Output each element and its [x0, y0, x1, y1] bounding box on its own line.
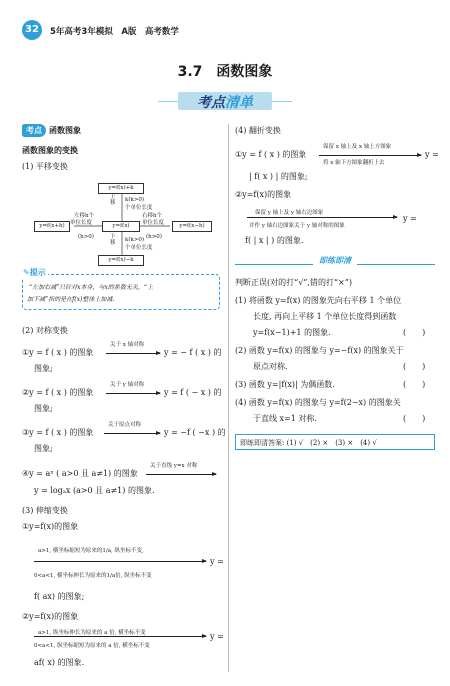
- flip2-condition-below: 并作 y 轴右边图象关于 y 轴对称的图象: [249, 223, 345, 229]
- topic-title: 函数图象: [49, 126, 81, 135]
- sym1-arrow: [106, 353, 160, 354]
- topic-heading: [22, 124, 81, 137]
- answer-key-box: 即练即清答案: (1) √ (2) × (3) × (4) √: [235, 434, 435, 450]
- right-move-label: 右移h个: [142, 213, 163, 219]
- banner-text: 考点清单: [197, 95, 253, 111]
- sym3-end: 图象;: [34, 444, 53, 453]
- question-2-line-1: (2) 函数 y=f(x) 的图象与 y=−f(x) 的图象关于: [235, 346, 404, 355]
- sym2-start: ②y = f ( x ) 的图象: [22, 388, 94, 397]
- hint-text-1: “左加右减”只针对x本身，与x的系数无关，“上: [29, 284, 153, 291]
- stretch1-condition-below: 0<a<1, 横坐标伸长为原来的1/a倍, 纵坐标不变: [34, 573, 152, 579]
- question-2-line-2: 原点对称.: [253, 362, 288, 371]
- question-1-line-2: 长度, 再向上平移 1 个单位长度得到函数: [253, 312, 397, 321]
- left-move-label: 左移h个: [74, 213, 95, 219]
- up-move-label: 上移: [110, 194, 116, 206]
- sym1-start: ①y = f ( x ) 的图象: [22, 348, 94, 357]
- column-divider: [228, 124, 229, 672]
- sym4-start: ④y = aˣ ( a>0 且 a≠1) 的图象: [22, 469, 138, 478]
- banner-kaodian-qingdan: [178, 88, 272, 112]
- right-cond-label: (h>0): [146, 234, 162, 240]
- transform-heading: 函数图象的变换: [22, 146, 78, 155]
- flip1-condition-below: 将 x 轴下方图象翻折上去: [323, 160, 385, 166]
- question-1-line-3: y=f(x−1)+1 的图象.: [253, 328, 331, 337]
- flip2-result: f( | x | ) 的图象.: [245, 236, 304, 245]
- stretch-heading: (3) 伸缩变换: [22, 506, 68, 515]
- up-unit-label: 个单位长度: [125, 205, 153, 211]
- judge-heading: 判断正误(对的打“√”,错的打“×”): [235, 278, 352, 287]
- stretch2-arrow: [34, 636, 206, 637]
- question-3-answer-blank[interactable]: ( ): [403, 380, 426, 389]
- sym2-arrow: [106, 393, 160, 394]
- box-top: y=f(x)+k: [98, 183, 144, 194]
- flip2-condition-above: 保留 y 轴上及 y 轴右边图象: [255, 210, 324, 216]
- up-cond-label: k(k>0): [125, 197, 145, 203]
- section-title: [0, 61, 450, 81]
- flip1-start: ①y = f ( x ) 的图象: [235, 150, 307, 159]
- question-3-line-1: (3) 函数 y=|f(x)| 为偶函数.: [235, 380, 335, 389]
- sym3-start: ③y = f ( x ) 的图象: [22, 428, 94, 437]
- section-name: 函数图象: [216, 64, 273, 80]
- sym1-condition: 关于 x 轴对称: [110, 342, 145, 348]
- question-4-line-1: (4) 函数 y=f(x) 的图象与 y=f(2−x) 的图象关: [235, 398, 401, 407]
- flip2-y: y =: [403, 214, 417, 223]
- flip1-y: y =: [425, 150, 439, 159]
- flip1-arrow: [319, 155, 421, 156]
- flip2-arrow: [247, 217, 397, 218]
- practice-label: 即练即清: [235, 255, 435, 266]
- question-4-line-2: 于直线 x=1 对称.: [253, 414, 317, 423]
- sym3-result: y = −f ( −x ) 的: [164, 428, 226, 437]
- topic-pill: 考点: [22, 124, 46, 137]
- sym3-arrow: [104, 433, 160, 434]
- box-bottom: y=f(x)−k: [98, 255, 144, 266]
- flip1-result: | f( x ) | 的图象;: [249, 172, 308, 181]
- down-move-label: 下移: [110, 234, 116, 246]
- left-cond-label: (h>0): [78, 234, 94, 240]
- stretch1-start: ①y=f(x)的图象: [22, 522, 79, 531]
- stretch1-result: f( ax) 的图象;: [34, 592, 85, 601]
- down-cond-label: k(k>0): [125, 237, 145, 243]
- sym2-result: y = f ( − x ) 的: [164, 388, 222, 397]
- stretch1-condition-above: a>1, 横坐标缩短为原来的1/a, 纵坐标不变,: [38, 548, 144, 554]
- down-unit-label: 个单位长度: [125, 245, 153, 251]
- section-number: 3.7: [177, 64, 203, 80]
- question-2-answer-blank[interactable]: ( ): [403, 362, 426, 371]
- sym1-end: 图象;: [34, 364, 53, 373]
- page-number-badge: 32: [22, 20, 42, 40]
- sym2-condition: 关于 y 轴对称: [110, 382, 145, 388]
- stretch2-y: y =: [210, 632, 224, 641]
- question-1-answer-blank[interactable]: ( ): [403, 328, 426, 337]
- stretch1-arrow: [34, 561, 206, 562]
- translation-heading: (1) 平移变换: [22, 162, 68, 171]
- box-right: y=f(x−h): [172, 221, 212, 232]
- hint-label: ✎提示: [23, 268, 46, 277]
- sym4-result: y = logₐx (a>0 且 a≠1) 的图象.: [34, 486, 155, 495]
- stretch2-result: af( x) 的图象.: [34, 658, 85, 667]
- flip-heading: (4) 翻折变换: [235, 126, 281, 135]
- flip2-start: ②y=f(x)的图象: [235, 190, 292, 199]
- sym4-condition: 关于直线 y=x 对称: [150, 463, 198, 469]
- hint-text-2: 加下减”指的是在f(x)整体上加减.: [27, 296, 115, 303]
- question-4-answer-blank[interactable]: ( ): [403, 414, 426, 423]
- stretch2-start: ②y=f(x)的图象: [22, 612, 79, 621]
- flip1-condition-above: 保留 x 轴上及 x 轴上方图象: [323, 144, 392, 150]
- sym1-result: y = − f ( x ) 的: [164, 348, 222, 357]
- stretch2-condition-below: 0<a<1, 纵坐标缩短为原来的 a 倍, 横坐标不变: [34, 643, 150, 649]
- page-header: [0, 0, 450, 42]
- right-unit-label: 单位长度: [142, 220, 165, 226]
- sym2-end: 图象;: [34, 404, 53, 413]
- box-left: y=f(x+h): [34, 221, 70, 232]
- box-center: y=f(x): [102, 221, 140, 232]
- hint-box: [22, 268, 220, 310]
- question-1-line-1: (1) 将函数 y=f(x) 的图象先向右平移 1 个单位: [235, 296, 402, 305]
- stretch1-y: y =: [210, 557, 224, 566]
- sym3-condition: 关于原点对称: [108, 422, 142, 428]
- book-title: 5年高考3年模拟 A版 高考数学: [50, 27, 179, 37]
- translation-diagram: [34, 180, 214, 266]
- symmetry-heading: (2) 对称变换: [22, 326, 68, 335]
- sym4-arrow: [146, 474, 216, 475]
- left-unit-label: 单位长度: [70, 220, 93, 226]
- stretch2-condition-above: a>1, 纵坐标伸长为原来的 a 倍, 横坐标不变: [38, 630, 146, 636]
